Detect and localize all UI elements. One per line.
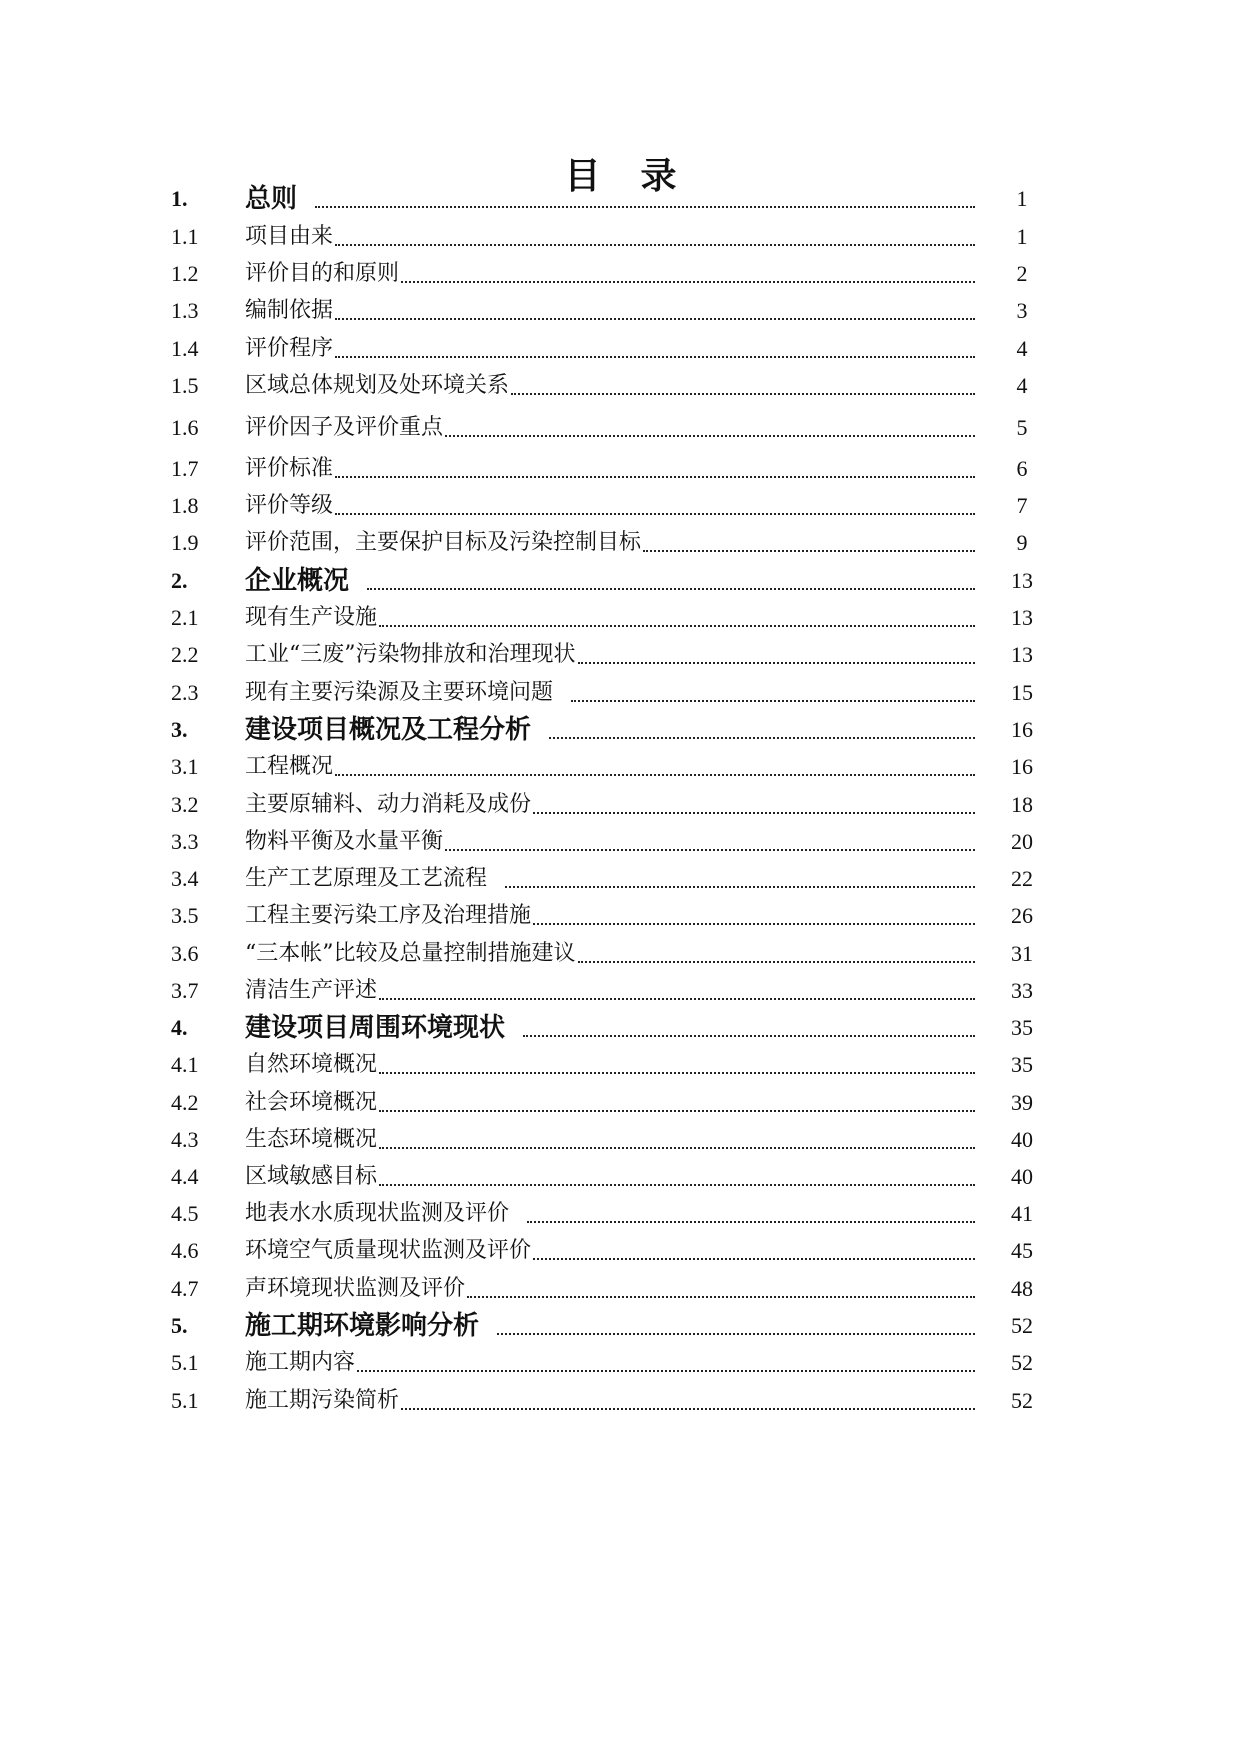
toc-dot-leader xyxy=(533,897,975,935)
toc-entry-title: 项目由来 xyxy=(245,224,334,249)
toc-section-entry[interactable] xyxy=(0,1084,1241,1122)
toc-entry-title: 地表水水质现状监测及评价 xyxy=(245,1201,510,1226)
toc-dot-leader xyxy=(467,1270,975,1308)
toc-entry-text-wrap xyxy=(245,1158,975,1196)
toc-entry-title: 施工期环境影响分析 xyxy=(245,1311,480,1341)
toc-entry-text-wrap xyxy=(245,1084,975,1122)
toc-entry-text-wrap xyxy=(245,636,975,674)
toc-page-number: 22 xyxy=(1011,866,1033,891)
toc-page-number: 4 xyxy=(1016,336,1028,361)
toc-page-number: 18 xyxy=(1011,792,1033,817)
toc-section-entry[interactable] xyxy=(0,599,1241,637)
toc-entry-text-wrap xyxy=(245,292,975,330)
toc-section-entry[interactable] xyxy=(0,897,1241,935)
toc-entry-text-wrap xyxy=(245,562,975,600)
toc-chapter-entry[interactable] xyxy=(0,180,1241,218)
toc-page-number: 26 xyxy=(1011,903,1033,928)
toc-page-number: 13 xyxy=(1011,568,1033,593)
toc-page-number: 48 xyxy=(1011,1276,1033,1301)
toc-section-entry[interactable] xyxy=(0,786,1241,824)
toc-entry-number: 1.5 xyxy=(171,373,199,398)
toc-entry-text-wrap xyxy=(245,674,975,712)
toc-page-number: 3 xyxy=(1016,298,1028,323)
toc-entry-title: 工程主要污染工序及治理措施 xyxy=(245,903,532,928)
toc-entry-number: 1.7 xyxy=(171,456,199,481)
toc-entry-number: 4.1 xyxy=(171,1052,199,1077)
toc-entry-title: 主要原辅料、动力消耗及成份 xyxy=(245,792,532,817)
toc-entry-title: 施工期内容 xyxy=(245,1350,356,1375)
toc-dot-leader xyxy=(643,524,975,562)
toc-page-number: 52 xyxy=(1011,1388,1033,1413)
toc-entry-text-wrap xyxy=(245,1046,975,1084)
title-char-2: 录 xyxy=(640,155,677,197)
toc-dot-leader xyxy=(445,409,975,447)
toc-section-entry[interactable] xyxy=(0,823,1241,861)
toc-dot-leader xyxy=(357,1344,975,1382)
toc-dot-leader xyxy=(335,330,975,368)
toc-page-number: 13 xyxy=(1011,605,1033,630)
toc-entry-number: 2.3 xyxy=(171,680,199,705)
toc-entry-text-wrap xyxy=(245,935,975,973)
toc-page-number: 52 xyxy=(1011,1313,1033,1338)
toc-section-entry[interactable] xyxy=(0,330,1241,368)
toc-entry-number: 5. xyxy=(171,1313,188,1338)
toc-dot-leader xyxy=(571,674,975,712)
toc-dot-leader xyxy=(335,218,975,256)
toc-page-number: 45 xyxy=(1011,1238,1033,1263)
toc-entry-title: 工业“三废”污染物排放和治理现状 xyxy=(245,642,576,667)
toc-chapter-entry[interactable] xyxy=(0,1009,1241,1047)
toc-entry-title: 物料平衡及水量平衡 xyxy=(245,829,444,854)
toc-entry-number: 2.1 xyxy=(171,605,199,630)
toc-page-number: 33 xyxy=(1011,978,1033,1003)
toc-entry-number: 1.2 xyxy=(171,261,199,286)
toc-entry-text-wrap xyxy=(245,218,975,256)
toc-page-number: 5 xyxy=(1016,415,1028,440)
toc-page-number: 7 xyxy=(1016,493,1028,518)
toc-entry-number: 1.1 xyxy=(171,224,199,249)
toc-entry-number: 3.1 xyxy=(171,754,199,779)
toc-entry-number: 3.7 xyxy=(171,978,199,1003)
toc-section-entry[interactable] xyxy=(0,674,1241,712)
toc-section-entry[interactable] xyxy=(0,218,1241,256)
toc-page-number: 41 xyxy=(1011,1201,1033,1226)
toc-page-number: 40 xyxy=(1011,1127,1033,1152)
toc-entry-number: 1.4 xyxy=(171,336,199,361)
toc-entry-title: 评价标准 xyxy=(245,456,334,481)
toc-dot-leader xyxy=(401,255,975,293)
toc-entry-title: 声环境现状监测及评价 xyxy=(245,1276,466,1301)
toc-section-entry[interactable] xyxy=(0,1270,1241,1308)
toc-page-number: 15 xyxy=(1011,680,1033,705)
toc-entry-number: 3.6 xyxy=(171,941,199,966)
toc-entry-text-wrap xyxy=(245,1121,975,1159)
toc-section-entry[interactable] xyxy=(0,636,1241,674)
toc-dot-leader xyxy=(533,1232,975,1270)
toc-entry-number: 3. xyxy=(171,717,188,742)
toc-entry-title: 区域敏感目标 xyxy=(245,1164,378,1189)
toc-entry-title: 环境空气质量现状监测及评价 xyxy=(245,1238,532,1263)
toc-entry-text-wrap xyxy=(245,897,975,935)
toc-dot-leader xyxy=(335,487,975,525)
toc-entry-text-wrap xyxy=(245,599,975,637)
toc-dot-leader xyxy=(379,1158,975,1196)
toc-chapter-entry[interactable] xyxy=(0,711,1241,749)
toc-entry-number: 5.1 xyxy=(171,1350,199,1375)
toc-section-entry[interactable] xyxy=(0,524,1241,562)
toc-dot-leader xyxy=(497,1307,975,1345)
toc-section-entry[interactable] xyxy=(0,487,1241,525)
toc-page-number: 2 xyxy=(1016,261,1028,286)
toc-section-entry[interactable] xyxy=(0,1195,1241,1233)
toc-page-number: 52 xyxy=(1011,1350,1033,1375)
toc-entry-text-wrap xyxy=(245,1307,975,1345)
toc-entry-number: 3.3 xyxy=(171,829,199,854)
toc-entry-number: 3.5 xyxy=(171,903,199,928)
toc-page-number: 39 xyxy=(1011,1090,1033,1115)
toc-entry-number: 4.7 xyxy=(171,1276,199,1301)
toc-entry-title: 评价范围，主要保护目标及污染控制目标 xyxy=(245,530,642,555)
toc-entry-title: 区域总体规划及处环境关系 xyxy=(245,373,510,398)
toc-dot-leader xyxy=(505,860,975,898)
toc-dot-leader xyxy=(523,1009,975,1047)
toc-entry-number: 2.2 xyxy=(171,642,199,667)
toc-dot-leader xyxy=(401,1382,975,1420)
toc-section-entry[interactable] xyxy=(0,1121,1241,1159)
toc-dot-leader xyxy=(335,748,975,786)
toc-section-entry[interactable] xyxy=(0,972,1241,1010)
toc-entry-title: “三本帐”比较及总量控制措施建议 xyxy=(245,941,576,966)
toc-entry-text-wrap xyxy=(245,255,975,293)
toc-page-number: 13 xyxy=(1011,642,1033,667)
toc-entry-text-wrap xyxy=(245,972,975,1010)
toc-dot-leader xyxy=(578,935,976,973)
toc-entry-text-wrap xyxy=(245,1382,975,1420)
toc-entry-number: 4.6 xyxy=(171,1238,199,1263)
toc-dot-leader xyxy=(533,786,975,824)
toc-dot-leader xyxy=(379,1046,975,1084)
toc-entry-text-wrap xyxy=(245,860,975,898)
toc-entry-number: 4. xyxy=(171,1015,188,1040)
toc-section-entry[interactable] xyxy=(0,367,1241,405)
toc-entry-number: 4.3 xyxy=(171,1127,199,1152)
toc-entry-title: 现有生产设施 xyxy=(245,605,378,630)
toc-dot-leader xyxy=(445,823,975,861)
toc-entry-number: 1.6 xyxy=(171,415,199,440)
toc-entry-title: 评价因子及评价重点 xyxy=(245,415,444,440)
toc-entry-text-wrap xyxy=(245,524,975,562)
toc-entry-title: 生态环境概况 xyxy=(245,1127,378,1152)
toc-section-entry[interactable] xyxy=(0,1344,1241,1382)
toc-entry-title: 总则 xyxy=(245,184,298,214)
toc-entry-text-wrap xyxy=(245,409,975,447)
toc-section-entry[interactable] xyxy=(0,292,1241,330)
toc-section-entry[interactable] xyxy=(0,860,1241,898)
toc-section-entry[interactable] xyxy=(0,450,1241,488)
toc-page-number: 4 xyxy=(1016,373,1028,398)
title-char-1: 目 xyxy=(564,155,601,197)
toc-entry-text-wrap xyxy=(245,748,975,786)
toc-page-number: 35 xyxy=(1011,1052,1033,1077)
toc-entry-text-wrap xyxy=(245,823,975,861)
toc-section-entry[interactable] xyxy=(0,1046,1241,1084)
toc-entry-title: 企业概况 xyxy=(245,566,350,596)
toc-entry-number: 5.1 xyxy=(171,1388,199,1413)
toc-entry-number: 1.3 xyxy=(171,298,199,323)
toc-dot-leader xyxy=(527,1195,975,1233)
toc-section-entry[interactable] xyxy=(0,255,1241,293)
toc-entry-number: 1.8 xyxy=(171,493,199,518)
toc-entry-text-wrap xyxy=(245,1270,975,1308)
toc-entry-text-wrap xyxy=(245,711,975,749)
toc-entry-title: 施工期污染简析 xyxy=(245,1388,400,1413)
toc-section-entry[interactable] xyxy=(0,935,1241,973)
toc-entry-title: 建设项目概况及工程分析 xyxy=(245,715,532,745)
toc-entry-number: 3.4 xyxy=(171,866,199,891)
toc-dot-leader xyxy=(335,450,975,488)
toc-dot-leader xyxy=(315,180,975,218)
toc-page-number: 35 xyxy=(1011,1015,1033,1040)
toc-entry-text-wrap xyxy=(245,450,975,488)
toc-page-number: 20 xyxy=(1011,829,1033,854)
toc-page-number: 31 xyxy=(1011,941,1033,966)
toc-page-number: 1 xyxy=(1016,224,1028,249)
toc-entry-title: 评价目的和原则 xyxy=(245,261,400,286)
toc-entry-title: 评价等级 xyxy=(245,493,334,518)
toc-entry-text-wrap xyxy=(245,1195,975,1233)
toc-dot-leader xyxy=(379,972,975,1010)
toc-entry-number: 4.4 xyxy=(171,1164,199,1189)
toc-entry-text-wrap xyxy=(245,786,975,824)
toc-section-entry[interactable] xyxy=(0,1232,1241,1270)
toc-entry-number: 1. xyxy=(171,186,188,211)
toc-section-entry[interactable] xyxy=(0,1382,1241,1420)
toc-entry-text-wrap xyxy=(245,367,975,405)
toc-page-number: 1 xyxy=(1016,186,1028,211)
toc-entry-text-wrap xyxy=(245,1009,975,1047)
toc-dot-leader xyxy=(578,636,976,674)
toc-page-number: 16 xyxy=(1011,717,1033,742)
toc-entry-text-wrap xyxy=(245,487,975,525)
toc-page-number: 40 xyxy=(1011,1164,1033,1189)
toc-entry-title: 自然环境概况 xyxy=(245,1052,378,1077)
toc-dot-leader xyxy=(367,562,975,600)
toc-entry-text-wrap xyxy=(245,1344,975,1382)
toc-section-entry[interactable] xyxy=(0,1158,1241,1196)
toc-entry-title: 评价程序 xyxy=(245,336,334,361)
toc-entry-text-wrap xyxy=(245,180,975,218)
toc-entry-title: 社会环境概况 xyxy=(245,1090,378,1115)
toc-section-entry[interactable] xyxy=(0,748,1241,786)
toc-chapter-entry[interactable] xyxy=(0,562,1241,600)
toc-section-entry[interactable] xyxy=(0,409,1241,447)
toc-entry-number: 4.2 xyxy=(171,1090,199,1115)
toc-entry-text-wrap xyxy=(245,1232,975,1270)
toc-entry-number: 1.9 xyxy=(171,530,199,555)
toc-entry-title: 编制依据 xyxy=(245,298,334,323)
toc-entry-number: 2. xyxy=(171,568,188,593)
toc-dot-leader xyxy=(379,599,975,637)
toc-chapter-entry[interactable] xyxy=(0,1307,1241,1345)
toc-page-number: 16 xyxy=(1011,754,1033,779)
toc-entry-title: 清洁生产评述 xyxy=(245,978,378,1003)
toc-entry-number: 4.5 xyxy=(171,1201,199,1226)
toc-entry-title: 现有主要污染源及主要环境问题 xyxy=(245,680,554,705)
toc-page-number: 9 xyxy=(1016,530,1028,555)
toc-page-number: 6 xyxy=(1016,456,1028,481)
toc-dot-leader xyxy=(511,367,975,405)
toc-entry-text-wrap xyxy=(245,330,975,368)
toc-entry-title: 工程概况 xyxy=(245,754,334,779)
toc-dot-leader xyxy=(335,292,975,330)
toc-entry-number: 3.2 xyxy=(171,792,199,817)
toc-entry-title: 建设项目周围环境现状 xyxy=(245,1013,506,1043)
toc-dot-leader xyxy=(379,1084,975,1122)
toc-entry-title: 生产工艺原理及工艺流程 xyxy=(245,866,488,891)
toc-dot-leader xyxy=(379,1121,975,1159)
toc-dot-leader xyxy=(549,711,975,749)
